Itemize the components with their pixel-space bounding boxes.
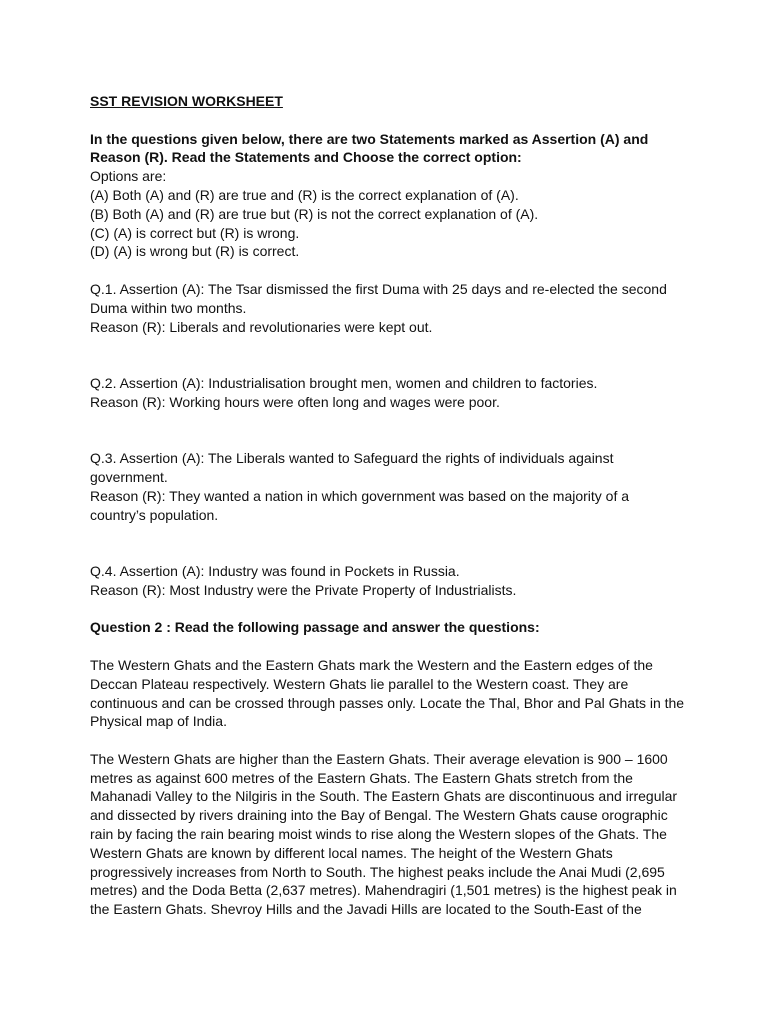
passage-paragraph-2	[90, 750, 690, 919]
question-1-reason: Reason (R): Liberals and revolutionaries were kept out.	[90, 318, 433, 335]
passage-1-line-2: Deccan Plateau respectively. Western Ghats lie parallel to the Western coast. They are	[90, 675, 629, 692]
option-a: (A) Both (A) and (R) are true and (R) is the correct explanation of (A).	[90, 186, 519, 203]
worksheet-page	[90, 92, 690, 919]
question-3-line-1: Q.3. Assertion (A): The Liberals wanted to Safeguard the rights of individuals against	[90, 450, 614, 467]
question-3-reason-line-2: country’s population.	[90, 506, 219, 523]
passage-2-line-9: the Eastern Ghats. Shevroy Hills and the Javadi Hills are located to the South-East of the	[90, 901, 642, 918]
instructions-line-2: Reason (R). Read the Statements and Choose the correct option:	[90, 149, 522, 166]
passage-paragraph-1	[90, 656, 690, 731]
passage-1-line-1: The Western Ghats and the Eastern Ghats mark the Western and the Eastern edges of the	[90, 656, 653, 673]
option-d: (D) (A) is wrong but (R) is correct.	[90, 243, 300, 260]
question-2-heading: Question 2 : Read the following passage and answer the questions:	[90, 619, 540, 636]
passage-1-line-3: continuous and can be crossed through passes only. Locate the Thal, Bhor and Pal Ghats in the	[90, 694, 685, 711]
question-2-assertion: Q.2. Assertion (A): Industrialisation brought men, women and children to factories.	[90, 374, 598, 391]
option-b: (B) Both (A) and (R) are true but (R) is not the correct explanation of (A).	[90, 205, 539, 222]
option-c: (C) (A) is correct but (R) is wrong.	[90, 224, 300, 241]
question-4-assertion: Q.4. Assertion (A): Industry was found in Pockets in Russia.	[90, 562, 460, 579]
options-heading: Options are:	[90, 168, 167, 185]
passage-2-line-7: progressively increases from North to South. The highest peaks include the Anai Mudi (2,695	[90, 863, 665, 880]
question-3-reason-line-1: Reason (R): They wanted a nation in which government was based on the majority of a	[90, 487, 630, 504]
question-2	[90, 374, 690, 412]
passage-2-line-4: and dissected by rivers draining into the Bay of Bengal. The Western Ghats cause orographic	[90, 807, 668, 824]
passage-1-line-4: Physical map of India.	[90, 713, 227, 730]
passage-2-line-5: rain by facing the rain bearing moist winds to rise along the Western slopes of the Ghats. The	[90, 826, 667, 843]
passage-2-line-8: metres) and the Doda Betta (2,637 metres). Mahendragiri (1,501 metres) is the highest peak in	[90, 882, 677, 899]
question-2-reason: Reason (R): Working hours were often long and wages were poor.	[90, 393, 500, 410]
question-1	[90, 280, 690, 336]
question-1-line-1: Q.1. Assertion (A): The Tsar dismissed the first Duma with 25 days and re-elected the second	[90, 280, 667, 297]
instructions-line-1: In the questions given below, there are two Statements marked as Assertion (A) and	[90, 130, 649, 147]
question-4	[90, 562, 690, 600]
passage-2-line-2: metres as against 600 metres of the Eastern Ghats. The Eastern Ghats stretch from the	[90, 769, 633, 786]
question-3-line-2: government.	[90, 468, 168, 485]
worksheet-title: SST REVISION WORKSHEET	[90, 93, 283, 109]
question-3	[90, 449, 690, 524]
passage-2-line-1: The Western Ghats are higher than the Eastern Ghats. Their average elevation is 900 – 1600	[90, 750, 668, 767]
question-4-reason: Reason (R): Most Industry were the Private Property of Industrialists.	[90, 581, 517, 598]
passage-2-line-3: Mahanadi Valley to the Nilgiris in the South. The Eastern Ghats are discontinuous and irregular	[90, 788, 678, 805]
passage-2-line-6: Western Ghats are known by different local names. The height of the Western Ghats	[90, 844, 613, 861]
question-1-line-2: Duma within two months.	[90, 299, 247, 316]
